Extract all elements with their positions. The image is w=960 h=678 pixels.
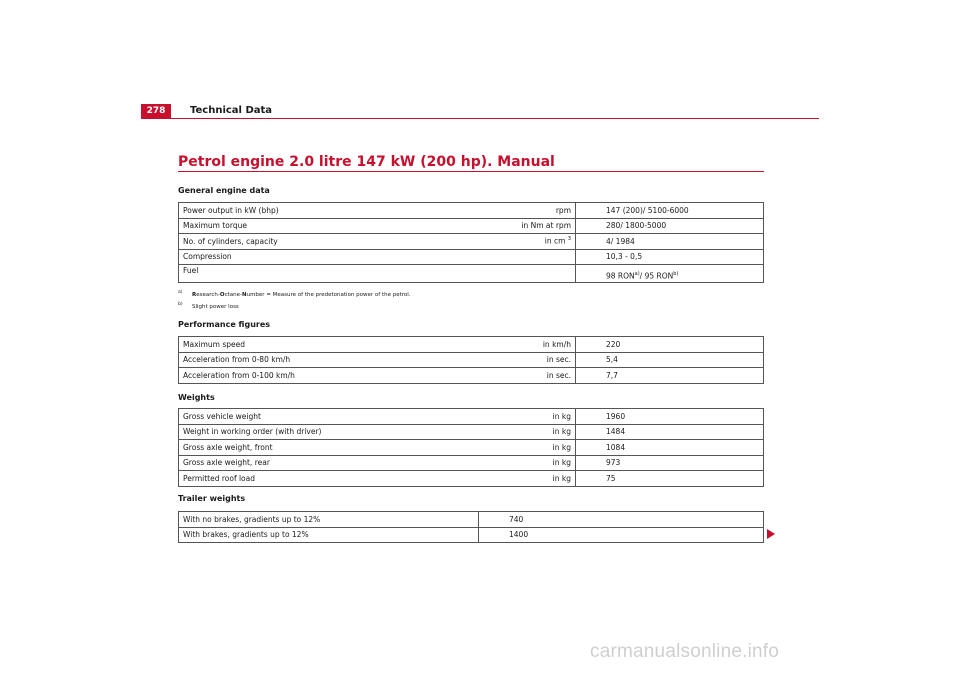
header-divider: [141, 118, 819, 119]
row-unit: [478, 265, 576, 283]
table-row: [179, 440, 764, 456]
row-value: 7,7: [576, 368, 764, 384]
footnote-mark: a): [178, 290, 183, 295]
row-unit: in kg: [478, 455, 576, 471]
row-label: Weight in working order (with driver): [179, 424, 479, 440]
table-row: [179, 368, 764, 384]
footnotes: [178, 288, 411, 312]
row-value: 4/ 1984: [576, 234, 764, 250]
row-label: Permitted roof load: [179, 471, 479, 487]
table-row: [179, 249, 764, 265]
footnote-text: esearch-: [196, 291, 220, 298]
row-unit: in kg: [478, 409, 576, 425]
row-unit: in sec.: [478, 368, 576, 384]
fuel-value-b: / 95 RON: [639, 271, 674, 280]
table-row: [179, 203, 764, 219]
row-value: 1400: [479, 527, 764, 543]
section-heading-weights: Weights: [178, 393, 215, 402]
row-unit: [478, 234, 576, 250]
row-value: 280/ 1800-5000: [576, 218, 764, 234]
row-label: Gross vehicle weight: [179, 409, 479, 425]
row-label: Compression: [179, 249, 479, 265]
unit-superscript: 3: [567, 236, 571, 243]
performance-table: [178, 336, 764, 384]
row-unit: in kg: [478, 424, 576, 440]
footnote-bold-r: R: [192, 291, 197, 298]
section-heading-trailer: Trailer weights: [178, 494, 246, 503]
row-unit: in sec.: [478, 352, 576, 368]
row-label: Acceleration from 0-100 km/h: [179, 368, 479, 384]
watermark: carmanualsonline.info: [590, 641, 780, 662]
title-divider: [178, 171, 764, 172]
footnote-text: Slight power loss: [192, 303, 239, 310]
row-label: Maximum torque: [179, 218, 479, 234]
row-value: 75: [576, 471, 764, 487]
footnote-text: ctane-: [224, 291, 242, 298]
footnote-ref-b: b): [673, 270, 679, 277]
footnote-bold-o: O: [219, 291, 225, 298]
row-value: 740: [479, 512, 764, 528]
row-label: Gross axle weight, front: [179, 440, 479, 456]
footnote-bold-n: N: [241, 291, 247, 298]
running-header: Technical Data: [190, 105, 273, 116]
row-label: Power output in kW (bhp): [179, 203, 479, 219]
table-row: [179, 265, 764, 283]
row-value: 220: [576, 337, 764, 353]
row-value: 1084: [576, 440, 764, 456]
row-value: [576, 265, 764, 283]
table-row: [179, 337, 764, 353]
next-page-arrow-icon[interactable]: [767, 529, 775, 539]
table-row: [179, 424, 764, 440]
table-row: [179, 234, 764, 250]
footnote-ref-a: a): [634, 270, 640, 277]
weights-table: [178, 408, 764, 487]
row-label: Gross axle weight, rear: [179, 455, 479, 471]
footnote-a: [178, 288, 411, 300]
table-row: [179, 409, 764, 425]
footnote-b: [178, 300, 411, 312]
page-number: 278: [141, 104, 171, 118]
table-row: [179, 455, 764, 471]
row-value: 1484: [576, 424, 764, 440]
section-heading-performance: Performance figures: [178, 320, 271, 329]
row-label: With no brakes, gradients up to 12%: [179, 512, 479, 528]
table-row: [179, 512, 764, 528]
table-row: [179, 218, 764, 234]
row-label: Fuel: [179, 265, 479, 283]
row-value: 147 (200)/ 5100-6000: [576, 203, 764, 219]
row-value: 5,4: [576, 352, 764, 368]
row-unit: rpm: [478, 203, 576, 219]
page-title: Petrol engine 2.0 litre 147 kW (200 hp). Manual: [178, 154, 555, 170]
footnote-mark: b): [178, 301, 183, 307]
general-engine-table: [178, 202, 764, 283]
table-row: [179, 527, 764, 543]
row-value: 973: [576, 455, 764, 471]
row-unit: in km/h: [478, 337, 576, 353]
row-label: With brakes, gradients up to 12%: [179, 527, 479, 543]
unit-text: in cm: [544, 236, 566, 246]
row-label: No. of cylinders, capacity: [179, 234, 479, 250]
fuel-value-a: 98 RON: [606, 271, 635, 280]
row-unit: in kg: [478, 471, 576, 487]
trailer-table: [178, 511, 764, 543]
table-row: [179, 471, 764, 487]
row-value: 10,3 - 0,5: [576, 249, 764, 265]
footnote-text: umber = Measure of the predetonation power of the petrol.: [246, 291, 411, 298]
table-row: [179, 352, 764, 368]
row-unit: in kg: [478, 440, 576, 456]
row-value: 1960: [576, 409, 764, 425]
row-label: Acceleration from 0-80 km/h: [179, 352, 479, 368]
row-unit: [478, 249, 576, 265]
row-unit: in Nm at rpm: [478, 218, 576, 234]
section-heading-general: General engine data: [178, 186, 270, 195]
row-label: Maximum speed: [179, 337, 479, 353]
